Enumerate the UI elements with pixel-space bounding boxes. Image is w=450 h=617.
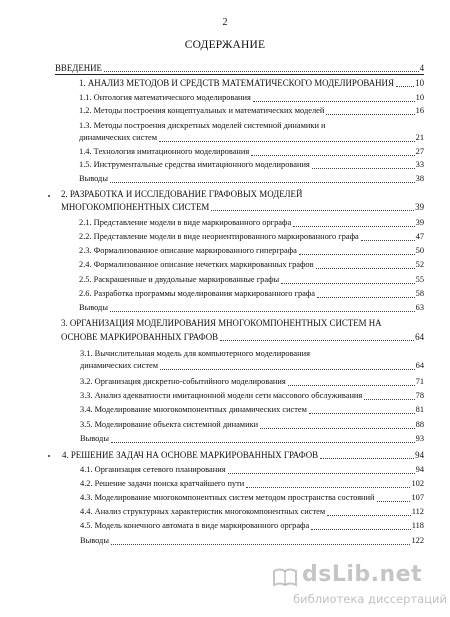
toc-leader-dots [104, 71, 419, 72]
toc-entry [79, 246, 424, 257]
scan-mark [48, 455, 50, 457]
book-logo-icon [272, 566, 298, 588]
toc-entry-title-first-line: 3.1. Вычислительная модель для компьютерного моделирования [80, 349, 310, 358]
toc-page-number: 58 [415, 289, 424, 298]
toc-entry-title: 4. РЕШЕНИЕ ЗАДАЧ НА ОСНОВЕ МАРКИРОВАННЫХ ГРАФОВ [62, 450, 319, 460]
toc-page-number: 27 [415, 147, 424, 156]
toc-leader-dots [253, 101, 415, 102]
toc-entry-title: Выводы [79, 174, 108, 183]
toc-entry [61, 202, 424, 213]
toc-entry-title-first-line: 1.3. Методы построения дискретных моделей системной динамики и [79, 121, 326, 130]
toc-entry [79, 260, 424, 271]
toc-entry [61, 332, 424, 343]
toc-page-number: 64 [415, 332, 424, 342]
toc-entry [55, 63, 424, 74]
watermark-logo: dsLib.net [302, 562, 423, 587]
toc-leader-dots [396, 86, 414, 87]
toc-entry-title: 1.5. Инструментальные средства имитационного моделирования [79, 160, 310, 169]
toc-entry-title: ОСНОВЕ МАРКИРОВАННЫХ ГРАФОВ [61, 332, 219, 342]
toc-entry-title-first-line: 3. ОРГАНИЗАЦИЯ МОДЕЛИРОВАНИЯ МНОГОКОМПОНЕНТНЫХ СИСТЕМ НА [61, 318, 382, 328]
toc-page-number: 118 [411, 521, 424, 530]
toc-leader-dots [309, 413, 415, 414]
toc-entry-title: 1.4. Технология имитационного моделирования [79, 147, 250, 156]
toc-leader-dots [320, 458, 414, 459]
toc-page-number: 55 [415, 275, 424, 284]
toc-entry [79, 78, 424, 89]
toc-entry [79, 275, 424, 286]
toc-entry-title: 2.2. Представление модели в виде неориентированного маркированного графа [79, 232, 359, 241]
toc-entry [80, 536, 424, 547]
toc-page-number: 16 [415, 106, 424, 115]
toc-page-number: 52 [415, 260, 424, 269]
toc-entry [80, 479, 424, 490]
toc-leader-dots [110, 182, 415, 183]
toc-entry-title: 3.2. Организация дискретно-событийного моделирования [80, 377, 286, 386]
toc-entry-title: 3.4. Моделирование многокомпонентных динамических систем [80, 405, 307, 414]
toc-leader-dots [317, 297, 415, 298]
toc-entry-title: Выводы [80, 536, 109, 545]
toc-page-number: 50 [415, 246, 424, 255]
toc-page-number: 88 [415, 420, 424, 429]
toc-leader-dots [159, 141, 415, 142]
toc-entry-title: 2.6. Разработка программы моделирования маркированного графа [79, 289, 316, 298]
watermark-caption: библиотека диссертаций [293, 592, 447, 606]
toc-leader-dots [361, 240, 415, 241]
toc-page-number: 64 [415, 361, 424, 370]
toc-entry [80, 377, 424, 388]
toc-entry-title: 1.1. Онтология математического моделирования [79, 93, 251, 102]
toc-page-number: 81 [415, 405, 424, 414]
toc-entry-title: динамических систем [80, 361, 159, 370]
toc-page-number: 63 [415, 303, 424, 312]
toc-entry-title: 4.1. Организация сетевого планирования [80, 465, 226, 474]
toc-leader-dots [228, 473, 415, 474]
toc-entry-title: Выводы [80, 434, 109, 443]
toc-entry [79, 106, 424, 117]
toc-entry [79, 93, 424, 104]
toc-entry [79, 174, 424, 185]
toc-entry-title: 2.1. Представление модели в виде маркированного орграфа [79, 218, 292, 227]
toc-page-number: 112 [411, 507, 424, 516]
toc-leader-dots [281, 283, 414, 284]
toc-entry-title-first-line: 2. РАЗРАБОТКА И ИССЛЕДОВАНИЕ ГРАФОВЫХ МОДЕЛЕЙ [61, 189, 303, 199]
toc-page-number: 47 [415, 232, 424, 241]
toc-leader-dots [326, 114, 414, 115]
toc-entry-title: 2.4. Формализованное описание нечетких маркированных графов [79, 260, 314, 269]
scan-mark [48, 195, 50, 197]
toc-entry-title: 1.2. Методы построения концептуальных и математических моделей [79, 106, 325, 115]
toc-page-number: 38 [415, 174, 424, 183]
toc-entry [79, 133, 424, 144]
toc-entry-title: ВВЕДЕНИЕ [55, 63, 102, 73]
toc-leader-dots [251, 155, 414, 156]
toc-leader-dots [316, 268, 415, 269]
toc-page-number: 107 [411, 493, 424, 502]
toc-title: СОДЕРЖАНИЕ [184, 39, 266, 51]
toc-entry-title: 4.4. Анализ структурных характеристик многокомпонентных систем [80, 507, 326, 516]
toc-entry-title: 2.3. Формализованное описание маркированного гиперграфа [79, 246, 297, 255]
toc-entry [80, 521, 424, 532]
toc-entry [80, 420, 424, 431]
toc-entry [80, 391, 424, 402]
toc-leader-dots [211, 210, 414, 211]
toc-leader-dots [111, 442, 415, 443]
toc-leader-dots [327, 515, 411, 516]
toc-page-number: 94 [415, 465, 424, 474]
toc-leader-dots [220, 340, 414, 341]
toc-page-number: 71 [415, 377, 424, 386]
toc-page-number: 93 [415, 434, 424, 443]
toc-entry [79, 289, 424, 300]
toc-entry [79, 147, 424, 158]
toc-leader-dots [364, 399, 414, 400]
toc-entry-title: 4.5. Модель конечного автомата в виде маркированного орграфа [80, 521, 310, 530]
toc-leader-dots [110, 311, 415, 312]
toc-entry-title: 3.5. Моделирование объекта системной динамики [80, 420, 259, 429]
toc-page-number: 39 [415, 218, 424, 227]
toc-entry-title: 4.3. Моделирование многокомпонентных систем методом пространства состояний [80, 493, 375, 502]
toc-page-number: 4 [419, 63, 424, 73]
toc-entry-title: 1. АНАЛИЗ МЕТОДОВ И СРЕДСТВ МАТЕМАТИЧЕСКОГО МОДЕЛИРОВАНИЯ [79, 78, 394, 88]
toc-underline [55, 74, 424, 75]
toc-entry [80, 507, 424, 518]
toc-entry [80, 434, 424, 445]
toc-page-number: 122 [411, 536, 424, 545]
toc-entry [62, 450, 424, 461]
toc-entry [80, 493, 424, 504]
toc-entry-title: 4.2. Решение задачи поиска кратчайшего пути [80, 479, 245, 488]
toc-page-number: 78 [415, 391, 424, 400]
page-number: 2 [222, 17, 228, 28]
toc-leader-dots [160, 369, 415, 370]
toc-page-number: 21 [415, 133, 424, 142]
toc-entry-title: динамических систем [79, 133, 158, 142]
toc-page-number: 39 [415, 202, 424, 212]
toc-leader-dots [288, 385, 415, 386]
toc-leader-dots [299, 254, 415, 255]
toc-leader-dots [260, 428, 415, 429]
toc-entry [79, 303, 424, 314]
toc-entry [80, 405, 424, 416]
toc-entry-title: 3.3. Анализ адекватности имитационной модели сети массового обслуживания [80, 391, 363, 400]
toc-leader-dots [293, 226, 414, 227]
watermark [262, 562, 447, 612]
toc-page-number: 10 [415, 93, 424, 102]
toc-page-number: 10 [415, 78, 424, 88]
toc-page-number: 102 [411, 479, 424, 488]
toc-entry-title: Выводы [79, 303, 108, 312]
toc-leader-dots [377, 501, 411, 502]
toc-entry [79, 232, 424, 243]
toc-entry [80, 361, 424, 372]
toc-entry [80, 465, 424, 476]
toc-entry [79, 160, 424, 171]
toc-leader-dots [312, 168, 415, 169]
toc-page-number: 33 [415, 160, 424, 169]
toc-leader-dots [111, 544, 410, 545]
toc-entry-title: МНОГОКОМПОНЕНТНЫХ СИСТЕМ [61, 202, 210, 212]
toc-entry-title: 2.5. Раскрашенные и двудольные маркированные графы [79, 275, 280, 284]
toc-leader-dots [311, 529, 411, 530]
toc-entry [79, 218, 424, 229]
toc-page-number: 94 [415, 450, 424, 460]
toc-leader-dots [246, 487, 410, 488]
